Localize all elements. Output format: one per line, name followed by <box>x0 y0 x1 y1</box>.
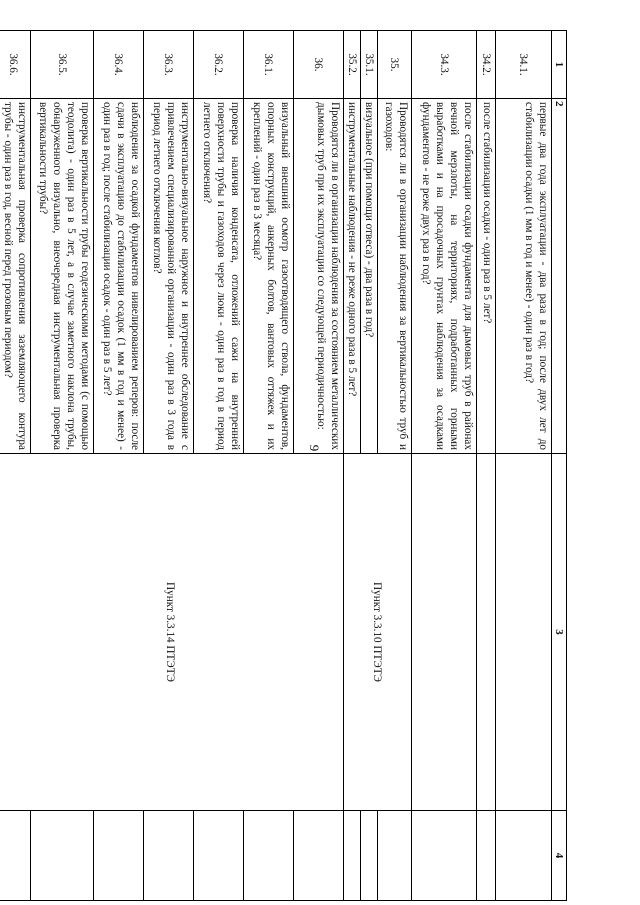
table-row <box>294 31 344 901</box>
row-result <box>496 811 552 901</box>
row-text: визуальный внешний осмотр газоотводящего ствола, фундаментов, опорных конструкций, анкерных болтов, вантовых оттяжек и их креплений - один раз в 3 месяца? <box>244 99 294 454</box>
row-text: первые два года эксплуатации - два раза в год; после двух лет до стабилизации осадки (1 мм в год и менее) - один раз в год? <box>496 99 552 454</box>
row-number: 35. <box>378 31 412 99</box>
row-number: 36.1. <box>244 31 294 99</box>
row-result <box>0 811 31 901</box>
row-number: 36.4. <box>94 31 144 99</box>
header-row <box>552 31 567 901</box>
table-row <box>412 31 477 901</box>
row-result <box>194 811 244 901</box>
row-reference <box>412 454 477 811</box>
row-result <box>378 811 412 901</box>
row-number: 35.1. <box>361 31 378 99</box>
page-number: 9 <box>307 444 322 452</box>
header-col-4: 4 <box>552 811 567 901</box>
row-text: инструментально-визуальное наружное и внутреннее обследование с привлечением специализированной организации - один раз в 3 года в период летнего отключения котлов? <box>144 99 194 454</box>
row-number: 34.2. <box>477 31 496 99</box>
table-row <box>496 31 552 901</box>
rotated-page-content <box>2 30 567 880</box>
row-result <box>31 811 94 901</box>
row-result <box>477 811 496 901</box>
row-number: 34.3. <box>412 31 477 99</box>
header-col-3: 3 <box>552 454 567 811</box>
header-col-1: 1 <box>552 31 567 99</box>
row-number: 36.2. <box>194 31 244 99</box>
row-reference: Пункт 3.3.10 ПТЭТЭ <box>344 454 412 811</box>
row-result <box>294 811 344 901</box>
row-text: инструментальные наблюдения - не реже одного раза в 5 лет? <box>344 99 361 454</box>
row-result <box>344 811 361 901</box>
row-result <box>361 811 378 901</box>
checklist-table <box>0 30 567 901</box>
row-text: инструментальная проверка сопротивления заземляющего контура трубы - один раз в год, весной перед грозовым периодом? <box>0 99 31 454</box>
row-number: 36.5. <box>31 31 94 99</box>
row-number: 36. <box>294 31 344 99</box>
row-reference: Пункт 3.3.14 ПТЭТЭ <box>0 454 344 811</box>
row-text: наблюдение за осадкой фундаментов нивелированием реперов: после сдачи в эксплуатацию до стабилизации осадок (1 мм в год и менее) - один раз в год; после стабилизации осадок - один раз в 5 лет? <box>94 99 144 454</box>
row-text: после стабилизации осадки - один раз в 5 лет? <box>477 99 496 454</box>
row-text: после стабилизации осадки фундамента для дымовых труб в районах вечной мерзлоты, на территориях, подработанных горными выработками и на просадочных грунтах наблюдения за осадками фундаментов - не реже двух раз в год? <box>412 99 477 454</box>
row-result <box>244 811 294 901</box>
row-text: визуальное (при помощи отвеса) - два раза в год? <box>361 99 378 454</box>
table-row <box>477 31 496 901</box>
row-number: 35.2. <box>344 31 361 99</box>
row-text: Проводятся ли в организации наблюдения за вертикальностью труб и газоходов: <box>378 99 412 454</box>
row-text: проверка наличия конденсата, отложений сажи на внутренней поверхности трубы и газоходов через люки - один раз в год в период летнего отключения? <box>194 99 244 454</box>
header-col-2: 2 <box>552 99 567 454</box>
row-result <box>412 811 477 901</box>
row-reference <box>496 454 552 811</box>
row-number: 36.3. <box>144 31 194 99</box>
row-reference <box>477 454 496 811</box>
row-text: Проводятся ли в организации наблюдения за состоянием металлических дымовых труб при их эксплуатации со следующей периодичностью: <box>294 99 344 454</box>
table-row <box>378 31 412 901</box>
row-result <box>144 811 194 901</box>
row-number: 36.6. <box>0 31 31 99</box>
row-result <box>94 811 144 901</box>
row-text: проверка вертикальности трубы геодезическими методами (с помощью теодолита) - один раз в 5 лет, а в случае заметного наклона трубы, обнаруженного визуально, внеочередная инструментальная проверка вертикальности трубы? <box>31 99 94 454</box>
row-number: 34.1. <box>496 31 552 99</box>
